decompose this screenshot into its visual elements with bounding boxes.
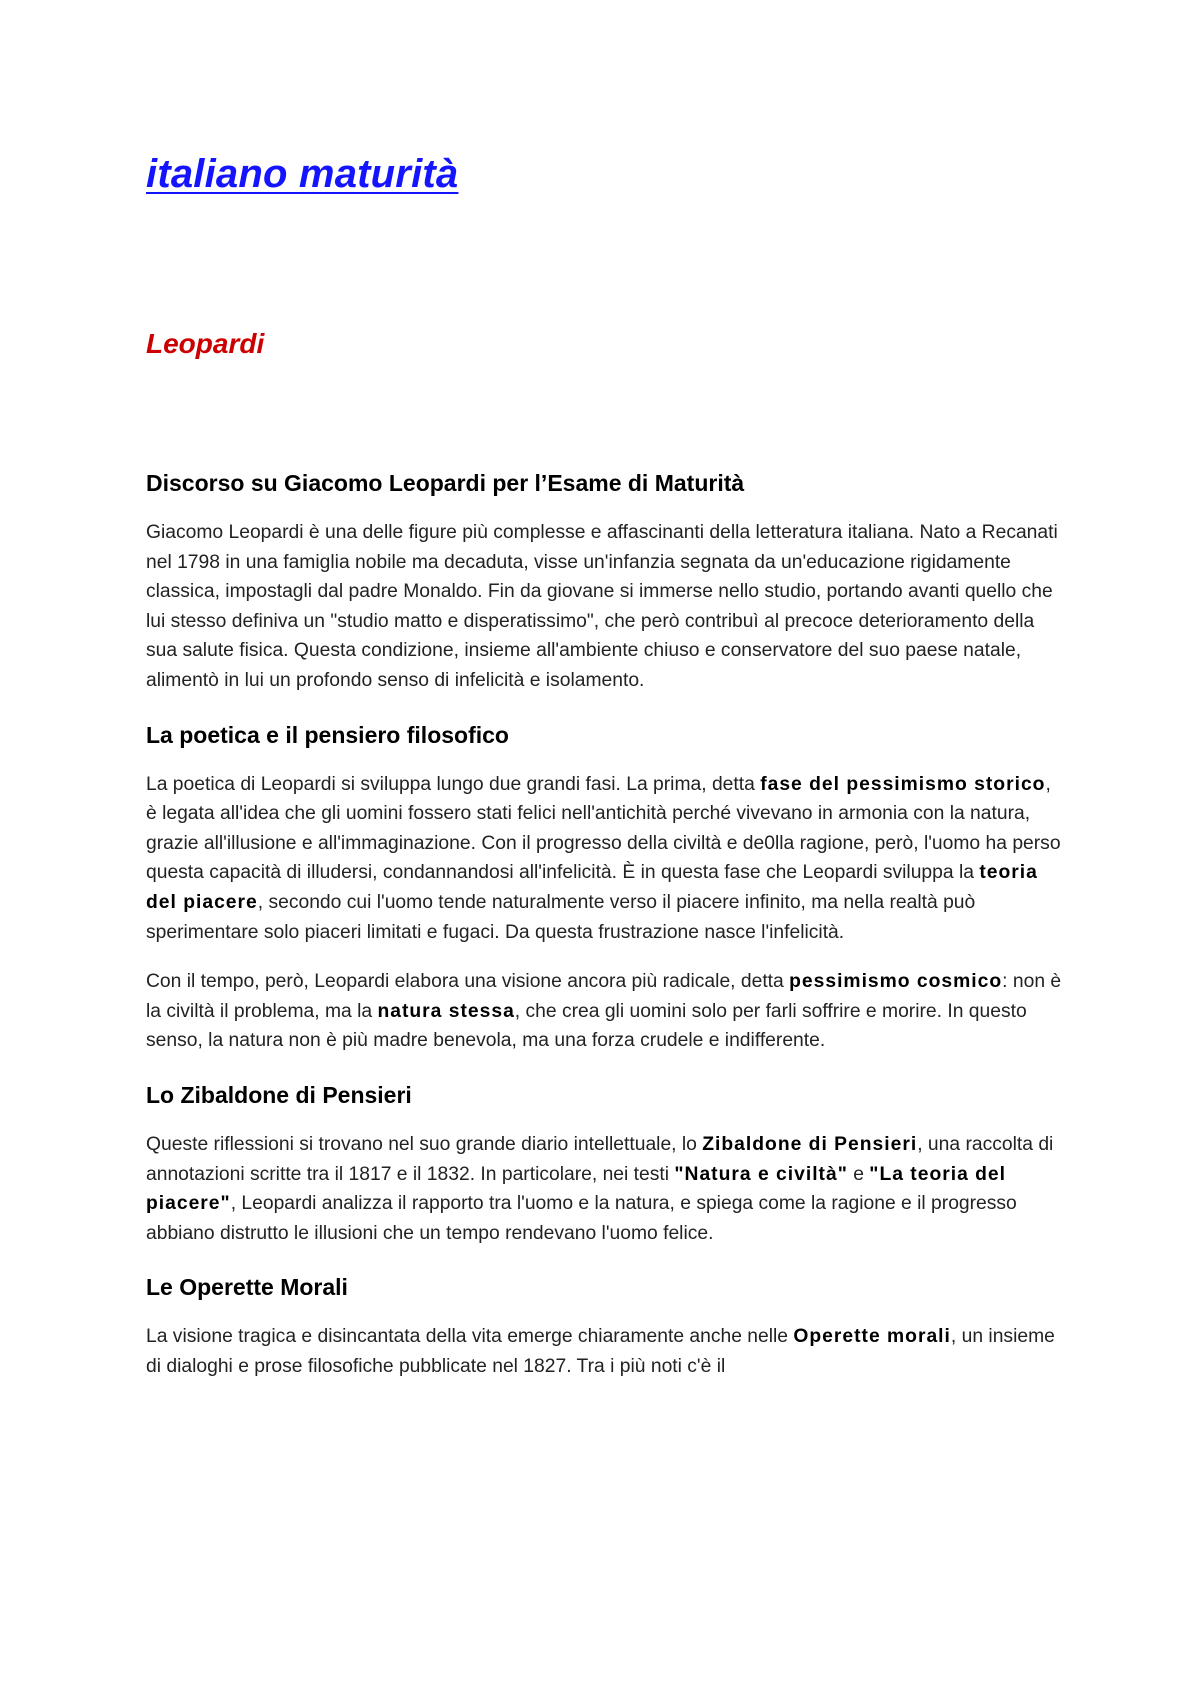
bold-term: "La teoria del piacere": [146, 1163, 1007, 1215]
bold-term: natura stessa: [377, 1000, 515, 1022]
section-heading: Lo Zibaldone di Pensieri: [146, 1081, 412, 1108]
bold-term: teoria del piacere: [146, 862, 1038, 913]
section-heading: La poetica e il pensiero filosofico: [146, 721, 509, 748]
author-heading: Leopardi: [146, 328, 265, 359]
text-run: , un insieme di dialoghi e prose filosofiche pubblicate nel 1827. Tra i più noti c'è il: [146, 1326, 1055, 1377]
bold-term: fase del pessimismo storico: [760, 773, 1046, 795]
section-heading: Le Operette Morali: [146, 1274, 348, 1301]
bold-term: pessimismo cosmico: [789, 971, 1003, 993]
sections-container: [146, 720, 1066, 1382]
bold-term: Operette morali: [793, 1326, 951, 1348]
main-heading: Discorso su Giacomo Leopardi per l’Esame di Maturità: [146, 470, 745, 496]
text-run: , secondo cui l'uomo tende naturalmente verso il piacere infinito, ma nella realtà può sperimentare solo piaceri limitati e fugaci. Da questa frustrazione nasce l'infelicità.: [146, 891, 976, 943]
text-run: , che crea gli uomini solo per farli soffrire e morire. In questo senso, la natura non è più madre benevola, ma una forza crudele e indifferente.: [146, 1000, 1027, 1052]
text-run: La visione tragica e disincantata della vita emerge chiaramente anche nelle: [146, 1326, 794, 1348]
intro-paragraph: Giacomo Leopardi è una delle figure più complesse e affascinanti della letteratura italiana. Nato a Recanati nel 1798 in una famiglia nobile ma decaduta, visse un'infanzia segnata da un'educazione rigidamente classica, impostagli dal padre Monaldo. Fin da giovane si immerse nello studio, portando avanti quello che lui stesso definiva un "studio matto e disperatissimo", che però contribuì al precoce deterioramento della sua salute fisica. Questa condizione, insieme all'ambiente chiuso e conservatore del suo paese natale, alimentò in lui un profondo senso di infelicità e isolamento.: [146, 522, 1058, 691]
section-paragraph: [146, 967, 1066, 1056]
text-run: La poetica di Leopardi si sviluppa lungo due grandi fasi. La prima, detta: [146, 773, 761, 795]
text-run: : non è la civiltà il problema, ma la: [146, 971, 1062, 1022]
document-content: [146, 150, 1066, 1381]
bold-term: Zibaldone di Pensieri: [702, 1133, 918, 1155]
document-title: [146, 150, 1066, 198]
section-paragraph: [146, 1130, 1066, 1248]
section-paragraph: [146, 770, 1066, 948]
text-run: , è legata all'idea che gli uomini fossero stati felici nell'antichità perché vivevano in armonia con la natura, grazie all'illusione e all'immaginazione. Con il progresso della civiltà e de0lla ragione, però, l'uomo ha perso questa capacità di illudersi, condannandosi all'infelicità. È in questa fase che Leopardi sviluppa la: [146, 773, 1061, 884]
section-paragraph: [146, 1322, 1066, 1381]
bold-term: "Natura e civiltà": [674, 1163, 848, 1185]
text-run: Queste riflessioni si trovano nel suo grande diario intellettuale, lo: [146, 1133, 703, 1155]
text-run: , una raccolta di annotazioni scritte tra il 1817 e il 1832. In particolare, nei testi: [146, 1133, 1054, 1185]
text-run: Con il tempo, però, Leopardi elabora una visione ancora più radicale, detta: [146, 971, 790, 993]
document-title-link[interactable]: italiano maturità: [146, 152, 459, 196]
text-run: e: [847, 1163, 870, 1185]
text-run: , Leopardi analizza il rapporto tra l'uomo e la natura, e spiega come la ragione e il progresso abbiano distrutto le illusioni che un tempo rendevano l'uomo felice.: [146, 1193, 1017, 1244]
